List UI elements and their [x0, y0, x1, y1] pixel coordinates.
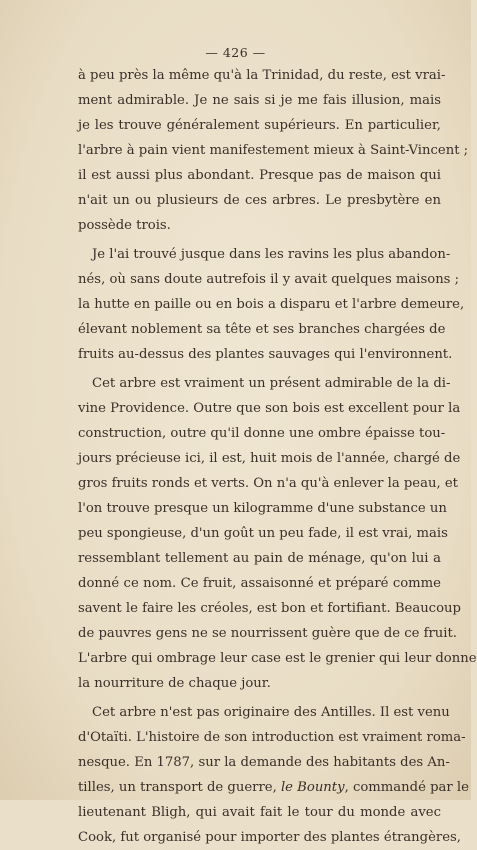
text-line: la nourriture de chaque jour.	[78, 676, 271, 691]
text-line: fruits au-dessus des plantes sauvages qui l'environnent.	[78, 347, 453, 362]
text-line: peu spongieuse, d'un goût un peu fade, il est vrai, mais	[78, 526, 448, 541]
text-line: la hutte en paille ou en bois a disparu et l'arbre demeure,	[78, 297, 465, 312]
text-line: d'Otaïti. L'histoire de son introduction est vraiment roma-	[78, 730, 466, 745]
text-line: savent le faire les créoles, est bon et fortifiant. Beaucoup	[78, 601, 461, 616]
text-segment: tilles, un transport de guerre,	[78, 780, 281, 795]
ship-name: le Bounty	[280, 780, 345, 795]
text-line: ressemblant tellement au pain de ménage, qu'on lui a	[78, 551, 441, 566]
text-line: ment admirable. Je ne sais si je me fais illusion, mais	[78, 93, 441, 108]
body-text	[78, 63, 477, 850]
text-line: L'arbre qui ombrage leur case est le grenier qui leur donne	[78, 651, 477, 666]
text-line: n'ait un ou plusieurs de ces arbres. Le presbytère en	[78, 193, 441, 208]
text-line: lieutenant Bligh, qui avait fait le tour du monde avec	[78, 805, 441, 820]
text-line: Cet arbre n'est pas originaire des Antilles. Il est venu	[92, 705, 450, 720]
text-line: l'arbre à pain vient manifestement mieux à Saint-Vincent ;	[78, 143, 469, 158]
text-line: donné ce nom. Ce fruit, assaisonné et préparé comme	[78, 576, 441, 591]
text-line: possède trois.	[78, 218, 171, 233]
text-line: à peu près la même qu'à la Trinidad, du reste, est vrai-	[78, 68, 446, 83]
text-line: il est aussi plus abondant. Presque pas de maison qui	[78, 168, 441, 183]
text-line: l'on trouve presque un kilogramme d'une substance un	[78, 501, 447, 516]
text-line: nesque. En 1787, sur la demande des habitants des An-	[78, 755, 450, 770]
text-line: gros fruits ronds et verts. On n'a qu'à enlever la peau, et	[78, 476, 458, 491]
text-line	[78, 775, 469, 800]
text-line: Cet arbre est vraiment un présent admirable de la di-	[92, 376, 451, 391]
text-line: élevant noblement sa tête et ses branches chargées de	[78, 322, 446, 337]
text-segment: , commandé par le	[344, 780, 469, 795]
text-line: construction, outre qu'il donne une ombre épaisse tou-	[78, 426, 446, 441]
text-line: vine Providence. Outre que son bois est excellent pour la	[78, 401, 461, 416]
text-line: Je l'ai trouvé jusque dans les ravins les plus abandon-	[92, 247, 451, 262]
text-line: nés, où sans doute autrefois il y avait quelques maisons ;	[78, 272, 460, 287]
text-line: je les trouve généralement supérieurs. En particulier,	[78, 118, 441, 133]
text-line: Cook, fut organisé pour importer des plantes étrangères,	[78, 830, 461, 845]
text-line: de pauvres gens ne se nourrissent guère que de ce fruit.	[78, 626, 457, 641]
page-number: — 426 —	[205, 45, 266, 60]
text-line: jours précieuse ici, il est, huit mois de l'année, chargé de	[78, 451, 461, 466]
